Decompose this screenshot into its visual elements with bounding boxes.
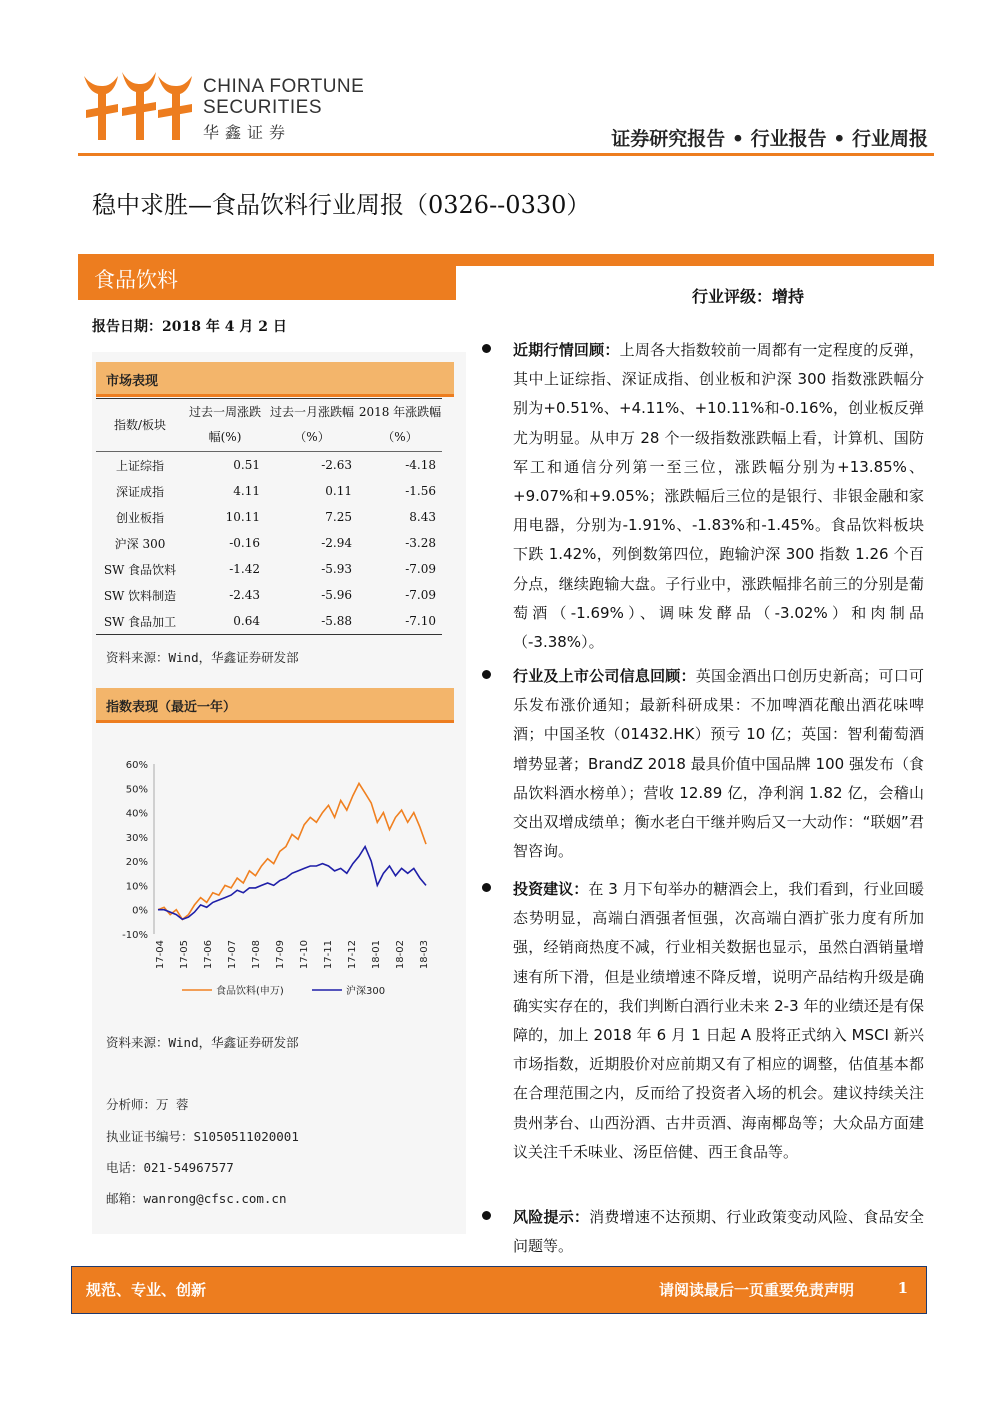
y-tick-label: -10%: [122, 930, 148, 941]
row-ytd: 8.43: [409, 510, 436, 524]
logo-chinese-name: 华鑫证券: [203, 123, 292, 142]
market-panel-title: 市场表现: [106, 374, 159, 389]
row-ytd: -7.10: [358, 608, 442, 635]
x-tick-label: 18-02: [395, 940, 406, 970]
table-row: [96, 556, 442, 582]
row-month: -2.63: [321, 458, 352, 472]
bullet-text: [513, 662, 924, 866]
footer-disclaimer-link[interactable]: 请阅读最后一页重要免责声明: [658, 1281, 854, 1299]
index-panel-title: 指数表现（最近一年）: [106, 700, 237, 715]
x-tick-label: 17-07: [227, 940, 238, 970]
row-ytd: -1.56: [405, 484, 436, 498]
logo-english-name: CHINA FORTUNE SECURITIES: [203, 76, 365, 118]
bullet-text: [513, 875, 924, 1167]
analyst-phone: 电话：021-54967577: [106, 1160, 234, 1175]
row-ytd: -4.18: [405, 458, 436, 472]
y-tick-label: 30%: [125, 832, 148, 844]
industry-rating: 行业评级：增持: [692, 287, 805, 306]
index-chart-source: 资料来源：Wind，华鑫证券研发部: [106, 1035, 299, 1050]
index-chart-svg: [110, 752, 450, 1002]
series-line: [158, 847, 426, 920]
analyst-email: 邮箱：wanrong@cfsc.com.cn: [106, 1191, 287, 1206]
x-tick-label: 18-01: [371, 940, 382, 970]
row-week: 10.11: [225, 510, 260, 524]
bullet-heading: 行业及上市公司信息回顾：: [513, 667, 696, 685]
y-tick-label: 60%: [125, 760, 148, 771]
bullet-heading: 近期行情回顾：: [513, 341, 620, 359]
logo-mark-icon: [78, 66, 194, 144]
bullet-body: 消费增速不达预期、行业政策变动风险、食品安全问题等。: [513, 1208, 924, 1256]
analyst-cert: 执业证书编号：S1050511020001: [106, 1129, 299, 1144]
row-month: -5.93: [321, 562, 352, 576]
report-date: 报告日期：2018 年 4 月 2 日: [92, 319, 287, 335]
row-ytd: -3.28: [405, 536, 436, 550]
row-name: 创业板指: [115, 510, 164, 525]
col-week: 过去一周涨跌幅(%): [184, 399, 266, 452]
table-row: [96, 504, 442, 530]
report-category: 证券研究报告 • 行业报告 • 行业周报: [611, 128, 928, 150]
x-tick-label: 17-10: [299, 940, 310, 970]
bullet-heading: 投资建议：: [513, 880, 589, 898]
y-tick-label: 50%: [125, 784, 148, 796]
market-panel-header: [96, 362, 454, 397]
index-panel-header: [96, 688, 454, 723]
row-week: -0.16: [229, 536, 260, 550]
series-line: [158, 783, 426, 919]
row-ytd: -7.09: [405, 562, 436, 576]
row-week: 4.11: [233, 484, 260, 498]
bullet-body: 英国金酒出口创历史新高；可口可乐发布涨价通知；最新科研成果：不加啤酒花酿出酒花味啤酒；中国圣牧（01432.HK）预亏 10 亿；英国：智利葡萄酒增势显著；BrandZ 2018 最具价值中国品牌 100 强发布（食品饮料酒水榜单）；营收 12.89 亿，净利润 1.82 亿，会稽山交出双增成绩单；衡水老白干继并购后又一大动作：“联姻”君智咨询。: [513, 667, 924, 861]
bullet-dot-icon: [482, 883, 491, 892]
table-row: [96, 478, 442, 504]
x-tick-label: 17-04: [155, 940, 166, 970]
col-month: 过去一月涨跌幅（%）: [266, 399, 358, 452]
table-row: [96, 582, 442, 608]
row-name: SW 食品加工: [96, 608, 184, 635]
x-tick-label: 17-12: [347, 940, 358, 970]
bullet-body: 在 3 月下旬举办的糖酒会上，我们看到，行业回暖态势明显，高端白酒强者恒强，次高端白酒扩张力度有所加强，经销商热度不减，行业相关数据也显示，虽然白酒销量增速有所下滑，但是业绩增速不降反增，说明产品结构升级是确确实实存在的，我们判断白酒行业未来 2-3 年的业绩还是有保障的，加上 2018 年 6 月 1 日起 A 股将正式纳入 MSCI 新兴市场指数，近期股价对应前期又有了相应的调整，估值基本都在合理范围之内，反而给了投资者入场的机会。建议持续关注贵州茅台、山西汾酒、古井贡酒、海南椰岛等；大众品方面建议关注千禾味业、汤臣倍健、西王食品等。: [513, 880, 924, 1161]
row-week: -1.42: [229, 562, 260, 576]
row-name: 沪深 300: [114, 536, 166, 551]
row-month: -2.94: [321, 536, 352, 550]
x-tick-label: 17-08: [251, 940, 262, 970]
x-tick-label: 17-09: [275, 940, 286, 970]
row-ytd: -7.09: [405, 588, 436, 602]
x-tick-label: 18-03: [419, 940, 430, 970]
market-table-source: 资料来源：Wind，华鑫证券研发部: [106, 650, 299, 665]
bullet-text: [513, 1203, 924, 1261]
row-month: -5.88: [266, 608, 358, 635]
bullet-dot-icon: [482, 1211, 491, 1220]
sector-label: 食品饮料: [94, 268, 178, 292]
row-month: 7.25: [325, 510, 352, 524]
table-row: [96, 452, 442, 479]
bullet-text: [513, 336, 924, 657]
x-tick-label: 17-06: [203, 940, 214, 970]
report-title: 稳中求胜—食品饮料行业周报（0326--0330）: [92, 191, 591, 219]
table-header-row: [96, 399, 442, 452]
bullet-dot-icon: [482, 670, 491, 679]
row-name: 上证综指: [115, 458, 164, 473]
row-name: SW 食品饮料: [103, 562, 177, 577]
row-name: 深证成指: [115, 484, 164, 499]
row-week: -2.43: [229, 588, 260, 602]
y-tick-label: 20%: [125, 857, 148, 869]
row-week: 0.51: [233, 458, 260, 472]
header-divider: [78, 153, 934, 156]
legend-label: 食品饮料(申万): [216, 986, 284, 997]
market-table: [96, 398, 442, 635]
table-row: [96, 608, 442, 635]
index-chart: [110, 752, 450, 1002]
col-ytd: 2018 年涨跌幅（%）: [358, 399, 442, 452]
table-row: [96, 530, 442, 556]
page-footer: [71, 1266, 927, 1314]
bullet-heading: 风险提示：: [513, 1208, 590, 1226]
row-month: 0.11: [325, 484, 352, 498]
footer-slogan: 规范、专业、创新: [86, 1281, 207, 1299]
y-tick-label: 0%: [132, 905, 148, 917]
y-tick-label: 10%: [125, 881, 148, 893]
col-index: 指数/板块: [96, 399, 184, 452]
row-month: -5.96: [321, 588, 352, 602]
x-tick-label: 17-11: [323, 940, 334, 970]
bullet-body: 上周各大指数较前一周都有一定程度的反弹，其中上证综指、深证成指、创业板和沪深 300 指数涨跌幅分别为+0.51%、+4.11%、+10.11%和-0.16%，创业板反弹尤为明显。从申万 28 个一级指数涨跌幅上看，计算机、国防军工和通信分列第一至三位，涨跌幅分别为+13.85%、+9.07%和+9.05%；涨跌幅后三位的是银行、非银金融和家用电器，分别为-1.91%、-1.83%和-1.45%。食品饮料板块下跌 1.42%，列倒数第四位，跑输沪深 300 指数 1.26 个百分点，继续跑输大盘。子行业中，涨跌幅排名前三的分别是葡萄酒（-1.69%）、调味发酵品（-3.02%）和肉制品（-3.38%）。: [513, 341, 924, 652]
y-tick-label: 40%: [125, 808, 148, 820]
legend-label: 沪深300: [346, 986, 386, 997]
row-name: SW 饮料制造: [103, 588, 177, 603]
bullet-dot-icon: [482, 344, 491, 353]
x-tick-label: 17-05: [179, 940, 190, 970]
analyst-name: 分析师：万 蓉: [106, 1097, 189, 1112]
page-number: 1: [897, 1279, 908, 1297]
row-week: 0.64: [184, 608, 266, 635]
